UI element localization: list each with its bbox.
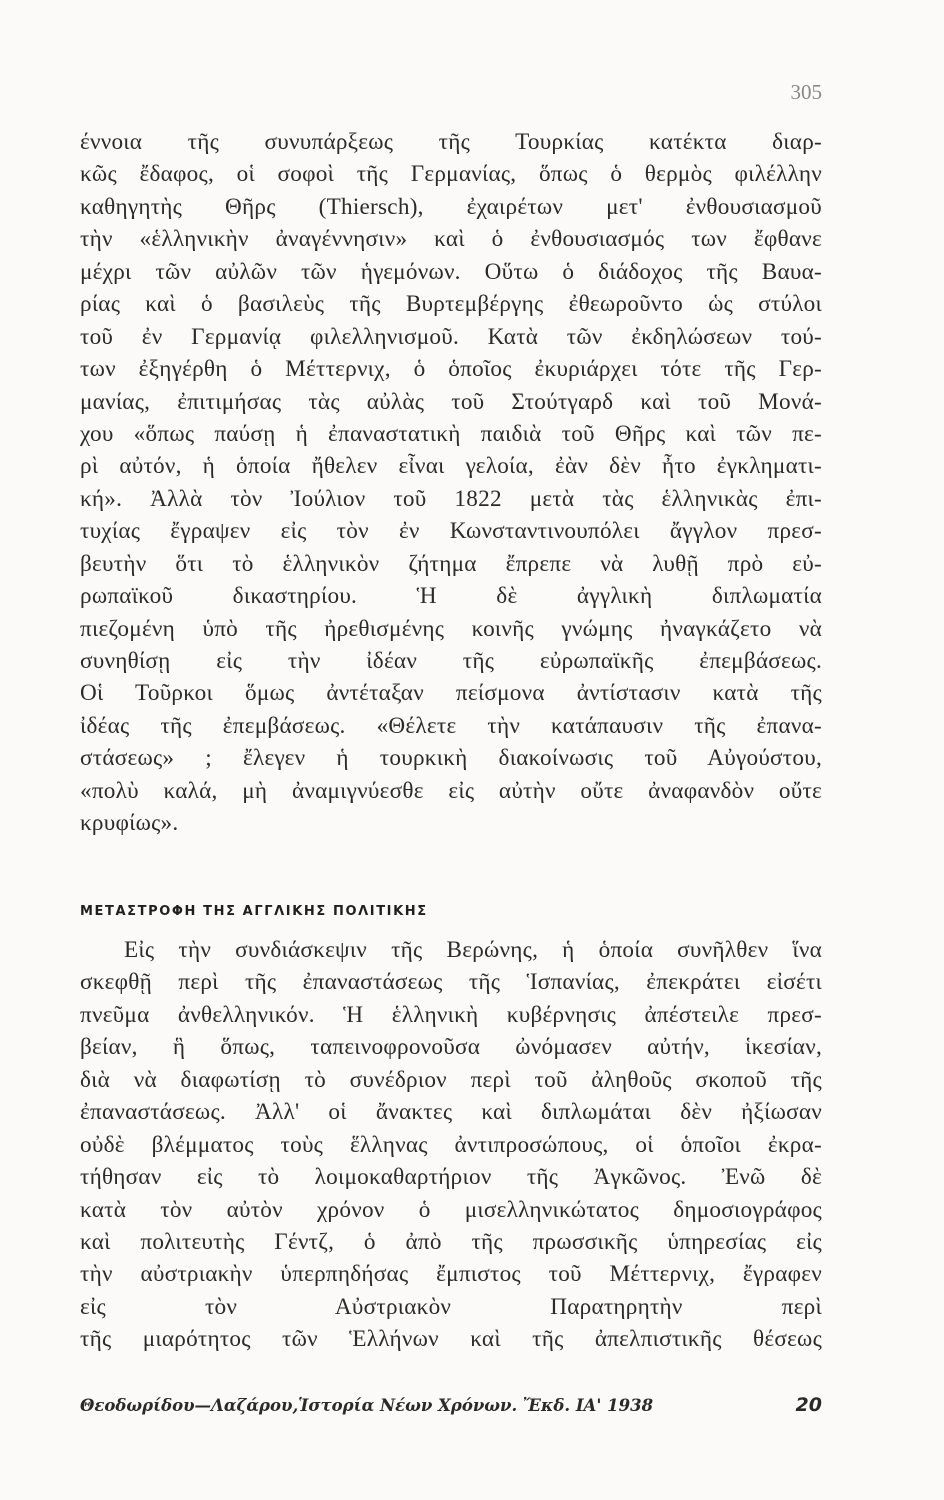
text-line: βείαν, ἣ ὅπως, ταπεινοφρονοῦσα ὠνόμασεν αὐτήν, ἱκεσίαν, <box>80 1034 822 1061</box>
text-line: ἐπαναστάσεως. Ἀλλ' οἱ ἄνακτες καὶ διπλωμάται δὲν ἠξίωσαν <box>80 1099 822 1126</box>
text-line: διὰ νὰ διαφωτίσῃ τὸ συνέδριον περὶ τοῦ ἀληθοῦς σκοποῦ τῆς <box>80 1066 822 1093</box>
text-line: κῶς ἔδαφος, οἱ σοφοὶ τῆς Γερμανίας, ὅπως ὁ θερμὸς φιλέλλην <box>80 161 822 188</box>
text-line: καὶ πολιτευτὴς Γέντζ, ὁ ἀπὸ τῆς πρωσσικῆς ὑπηρεσίας εἰς <box>80 1228 822 1255</box>
page-number: 305 <box>790 80 822 104</box>
text-line: τὴν αὐστριακὴν ὑπερπηδήσας ἔμπιστος τοῦ Μέττερνιχ, ἔγραφεν <box>80 1261 822 1288</box>
text-line: στάσεως» ; ἔλεγεν ἡ τουρκικὴ διακοίνωσις τοῦ Αὐγούστου, <box>80 745 822 772</box>
text-line: κρυφίως». <box>80 810 179 837</box>
text-line: μανίας, ἐπιτιμήσας τὰς αὐλὰς τοῦ Στούτγαρδ καὶ τοῦ Μονά- <box>80 388 822 415</box>
text-line: συνηθίσῃ εἰς τὴν ἰδέαν τῆς εὐρωπαϊκῆς ἐπεμβάσεως. <box>80 648 822 674</box>
text-line: έννοια τῆς συνυπάρξεως τῆς Τουρκίας κατέκτα διαρ- <box>80 129 822 155</box>
text-line: σκεφθῇ περὶ τῆς ἐπαναστάσεως τῆς Ἱσπανίας, ἐπεκράτει εἰσέτι <box>80 969 822 996</box>
text-line: ἰδέας τῆς ἐπεμβάσεως. «Θέλετε τὴν κατάπαυσιν τῆς ἐπανα- <box>80 712 822 739</box>
text-line: τοῦ ἐν Γερμανίᾳ φιλελληνισμοῦ. Κατὰ τῶν ἐκδηλώσεων τού- <box>80 323 822 350</box>
paragraph-main <box>80 126 822 840</box>
text-line: οὐδὲ βλέμματος τοὺς ἕλληνας ἀντιπροσώπους, οἱ ὁποῖοι ἐκρα- <box>80 1131 822 1158</box>
text-line: εἰς τὸν Αὐστριακὸν Παρατηρητὴν περὶ <box>80 1293 822 1320</box>
text-line: κατὰ τὸν αὐτὸν χρόνον ὁ μισελληνικώτατος δημοσιογράφος <box>80 1196 822 1223</box>
text-line: των ἐξηγέρθη ὁ Μέττερνιχ, ὁ ὁποῖος ἐκυριάρχει τότε τῆς Γερ- <box>80 356 822 383</box>
text-line: ρίας καὶ ὁ βασιλεὺς τῆς Βυρτεμβέργης ἐθεωροῦντο ὡς στύλοι <box>80 291 822 318</box>
text-line: μέχρι τῶν αὐλῶν τῶν ἡγεμόνων. Οὕτω ὁ διάδοχος τῆς Βαυα- <box>80 258 822 285</box>
signature-mark: 20 <box>795 1394 822 1416</box>
text-line: τῆς μιαρότητος τῶν Ἑλλήνων καὶ τῆς ἀπελπιστικῆς θέσεως <box>80 1326 822 1353</box>
section-heading: ΜΕΤΑΣΤΡΟΦΗ ΤΗΣ ΑΓΓΛΙΚΗΣ ΠΟΛΙΤΙΚΗΣ <box>80 904 428 919</box>
text-line: τήθησαν εἰς τὸ λοιμοκαθαρτήριον τῆς Ἀγκῶνος. Ἐνῶ δὲ <box>80 1164 822 1191</box>
text-line: ρωπαϊκοῦ δικαστηρίου. Ἡ δὲ ἀγγλικὴ διπλωματία <box>80 583 822 610</box>
text-line: χου «ὅπως παύσῃ ἡ ἐπαναστατικὴ παιδιὰ τοῦ Θῆρς καὶ τῶν πε- <box>80 420 822 447</box>
text-line: Οἱ Τοῦρκοι ὅμως ἀντέταξαν πείσμονα ἀντίστασιν κατὰ τῆς <box>80 680 822 707</box>
paragraph-second <box>80 934 822 1356</box>
text-line: κή». Ἀλλὰ τὸν Ἰούλιον τοῦ 1822 μετὰ τὰς ἑλληνικὰς ἐπι- <box>80 485 822 512</box>
text-line: πιεζομένη ὑπὸ τῆς ἠρεθισμένης κοινῆς γνώμης ἠναγκάζετο νὰ <box>80 615 822 642</box>
text-line: «πολὺ καλά, μὴ ἀναμιγνύεσθε εἰς αὐτὴν οὔτε ἀναφανδὸν οὔτε <box>80 777 822 804</box>
text-line: τυχίας ἔγραψεν εἰς τὸν ἐν Κωνσταντινουπόλει ἄγγλον πρεσ- <box>80 518 822 545</box>
text-line: Εἰς τὴν συνδιάσκεψιν τῆς Βερώνης, ἡ ὁποία συνῆλθεν ἵνα <box>124 937 822 963</box>
text-line: καθηγητὴς Θῆρς (Thiersch), ἐχαιρέτων μετ' ἐνθουσιασμοῦ <box>80 193 822 220</box>
text-line: ρὶ αὐτόν, ἡ ὁποία ἤθελεν εἶναι γελοία, ἐὰν δὲν ἦτο ἐγκληματι- <box>80 453 822 480</box>
footer-citation: Θεοδωρίδου—Λαζάρου,Ἱστορία Νέων Χρόνων. Ἔκδ. ΙΑ' 1938 <box>80 1396 654 1415</box>
text-line: βευτὴν ὅτι τὸ ἑλληνικὸν ζήτημα ἔπρεπε νὰ λυθῇ πρὸ εὐ- <box>80 550 822 577</box>
text-line: τὴν «ἑλληνικὴν ἀναγέννησιν» καὶ ὁ ἐνθουσιασμός των ἔφθανε <box>80 226 822 253</box>
text-line: πνεῦμα ἀνθελληνικόν. Ἡ ἑλληνικὴ κυβέρνησις ἀπέστειλε πρεσ- <box>80 1001 822 1028</box>
page-footer <box>80 1394 822 1416</box>
